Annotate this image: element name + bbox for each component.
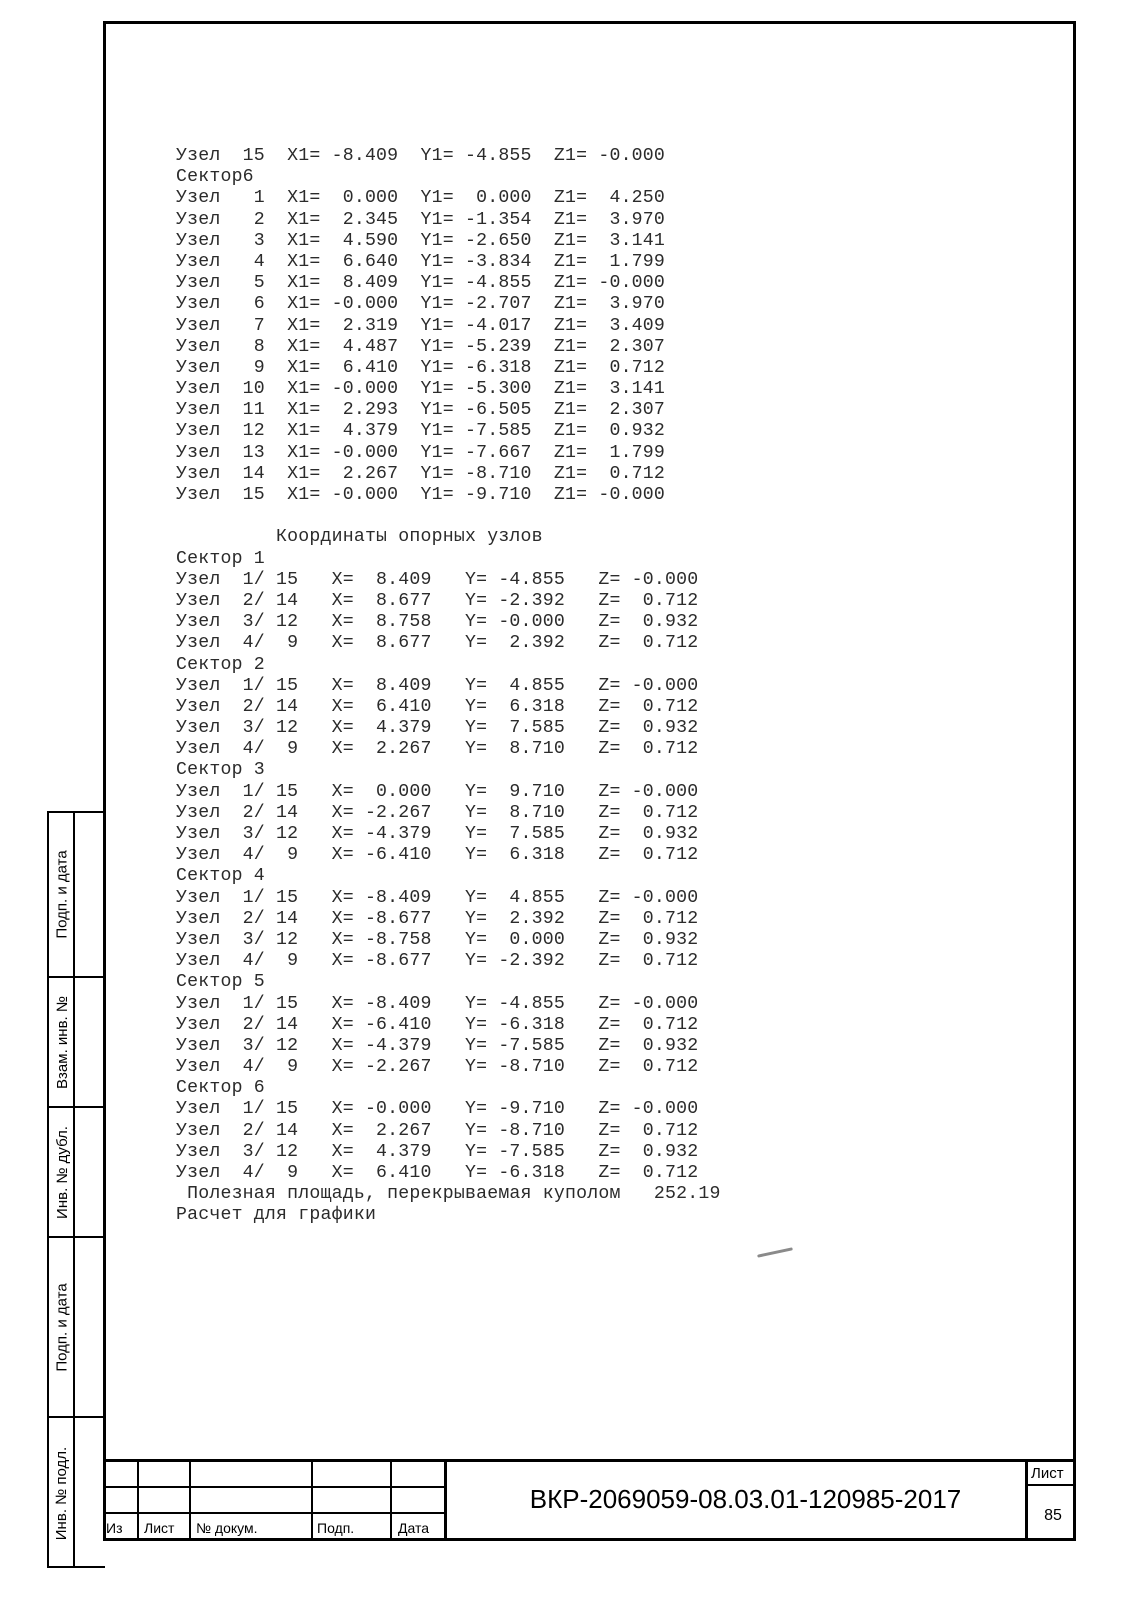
- listing-line: Сектор6: [176, 167, 254, 188]
- title-block: [103, 1459, 1076, 1541]
- side-cell-inv-podl: [49, 1418, 105, 1568]
- listing-line: Узел 10 X1= -0.000 Y1= -5.300 Z1= 3.141: [176, 379, 666, 400]
- listing-line: Узел 4/ 9 X= 8.677 Y= 2.392 Z= 0.712: [176, 633, 699, 654]
- listing-line: Узел 3/ 12 X= -8.758 Y= 0.000 Z= 0.932: [176, 929, 699, 950]
- side-cell-vzam-inv: [49, 978, 105, 1108]
- title-col-podp: Подп.: [317, 1520, 355, 1536]
- listing-line: Узел 11 X1= 2.293 Y1= -6.505 Z1= 2.307: [176, 400, 666, 421]
- listing-line: Узел 1/ 15 X= -8.409 Y= -4.855 Z= -0.000: [176, 993, 699, 1014]
- side-stamp: [47, 811, 105, 1568]
- listing-line: Узел 5 X1= 8.409 Y1= -4.855 Z1= -0.000: [176, 273, 666, 294]
- listing-line: Узел 4/ 9 X= -2.267 Y= -8.710 Z= 0.712: [176, 1057, 699, 1078]
- side-label-vzam-inv: Взам. инв. №: [53, 995, 71, 1089]
- calculation-listing: [176, 146, 721, 1227]
- listing-line: Узел 9 X1= 6.410 Y1= -6.318 Z1= 0.712: [176, 357, 666, 378]
- listing-line: Узел 13 X1= -0.000 Y1= -7.667 Z1= 1.799: [176, 442, 666, 463]
- listing-line: Узел 2 X1= 2.345 Y1= -1.354 Z1= 3.970: [176, 209, 666, 230]
- listing-line: Узел 3 X1= 4.590 Y1= -2.650 Z1= 3.141: [176, 230, 666, 251]
- listing-line: [176, 506, 721, 527]
- listing-line: Сектор 2: [176, 654, 265, 675]
- listing-line: Узел 15 X1= -8.409 Y1= -4.855 Z1= -0.000: [176, 146, 666, 166]
- listing-line: Узел 3/ 12 X= 8.758 Y= -0.000 Z= 0.932: [176, 612, 699, 633]
- listing-line: Узел 6 X1= -0.000 Y1= -2.707 Z1= 3.970: [176, 294, 666, 315]
- listing-line: Узел 2/ 14 X= -2.267 Y= 8.710 Z= 0.712: [176, 802, 699, 823]
- listing-line: Узел 4/ 9 X= -6.410 Y= 6.318 Z= 0.712: [176, 845, 699, 866]
- listing-line: Узел 4/ 9 X= 6.410 Y= -6.318 Z= 0.712: [176, 1163, 699, 1183]
- listing-line: Узел 2/ 14 X= -6.410 Y= -6.318 Z= 0.712: [176, 1014, 699, 1035]
- title-col-iz: Из: [106, 1520, 123, 1536]
- side-cell-podp-data-2: [49, 1238, 105, 1418]
- listing-line: Узел 3/ 12 X= 4.379 Y= 7.585 Z= 0.932: [176, 718, 699, 739]
- listing-line: Сектор 5: [176, 972, 265, 993]
- listing-line: Узел 1/ 15 X= -0.000 Y= -9.710 Z= -0.000: [176, 1099, 699, 1120]
- side-label-podp-data-2: Подп. и дата: [53, 1282, 71, 1372]
- listing-line: Узел 3/ 12 X= -4.379 Y= -7.585 Z= 0.932: [176, 1035, 699, 1056]
- sheet-number: 85: [1044, 1507, 1062, 1524]
- listing-line: Узел 1 X1= 0.000 Y1= 0.000 Z1= 4.250: [176, 188, 666, 209]
- side-cell-podp-data-1: [49, 813, 105, 978]
- listing-line: Сектор 6: [176, 1078, 265, 1099]
- sheet-label: Лист: [1031, 1465, 1064, 1482]
- listing-line: Узел 14 X1= 2.267 Y1= -8.710 Z1= 0.712: [176, 463, 666, 484]
- listing-line: Сектор 4: [176, 866, 265, 887]
- title-col-data: Дата: [398, 1520, 430, 1536]
- listing-line: Узел 8 X1= 4.487 Y1= -5.239 Z1= 2.307: [176, 336, 666, 357]
- listing-line: Узел 1/ 15 X= 0.000 Y= 9.710 Z= -0.000: [176, 781, 699, 802]
- listing-line: Сектор 3: [176, 760, 265, 781]
- listing-line: Узел 2/ 14 X= 8.677 Y= -2.392 Z= 0.712: [176, 590, 699, 611]
- title-col-list: Лист: [144, 1520, 175, 1536]
- side-cell-inv-dubl: [49, 1108, 105, 1238]
- listing-line: Узел 3/ 12 X= -4.379 Y= 7.585 Z= 0.932: [176, 824, 699, 844]
- side-label-podp-data-1: Подп. и дата: [53, 850, 71, 939]
- listing-line: Узел 1/ 15 X= 8.409 Y= 4.855 Z= -0.000: [176, 675, 699, 696]
- listing-line: Узел 4/ 9 X= 2.267 Y= 8.710 Z= 0.712: [176, 739, 699, 760]
- listing-line: Узел 7 X1= 2.319 Y1= -4.017 Z1= 3.409: [176, 315, 666, 336]
- side-label-inv-podl: Инв. № подл.: [53, 1446, 71, 1540]
- listing-line: Узел 1/ 15 X= -8.409 Y= 4.855 Z= -0.000: [176, 887, 699, 908]
- listing-line: Узел 4 X1= 6.640 Y1= -3.834 Z1= 1.799: [176, 251, 666, 272]
- listing-line: Узел 2/ 14 X= -8.677 Y= 2.392 Z= 0.712: [176, 908, 699, 929]
- listing-line: Сектор 1: [176, 548, 265, 569]
- listing-line: Координаты опорных узлов: [176, 527, 543, 548]
- side-label-inv-dubl: Инв. № дубл.: [53, 1125, 71, 1219]
- listing-line: Узел 4/ 9 X= -8.677 Y= -2.392 Z= 0.712: [176, 951, 699, 972]
- listing-line: Узел 3/ 12 X= 4.379 Y= -7.585 Z= 0.932: [176, 1141, 699, 1162]
- title-col-dokum: № докум.: [196, 1520, 258, 1536]
- document-code: ВКР-2069059-08.03.01-120985-2017: [529, 1484, 962, 1514]
- listing-line: Узел 12 X1= 4.379 Y1= -7.585 Z1= 0.932: [176, 421, 666, 442]
- listing-line: Узел 2/ 14 X= 2.267 Y= -8.710 Z= 0.712: [176, 1120, 699, 1141]
- listing-line: Узел 2/ 14 X= 6.410 Y= 6.318 Z= 0.712: [176, 696, 699, 717]
- listing-line: Узел 15 X1= -0.000 Y1= -9.710 Z1= -0.000: [176, 485, 666, 505]
- listing-line: Узел 1/ 15 X= 8.409 Y= -4.855 Z= -0.000: [176, 569, 699, 590]
- listing-line: Полезная площадь, перекрываемая куполом 252.19: [176, 1184, 721, 1205]
- listing-line: Расчет для графики: [176, 1205, 377, 1226]
